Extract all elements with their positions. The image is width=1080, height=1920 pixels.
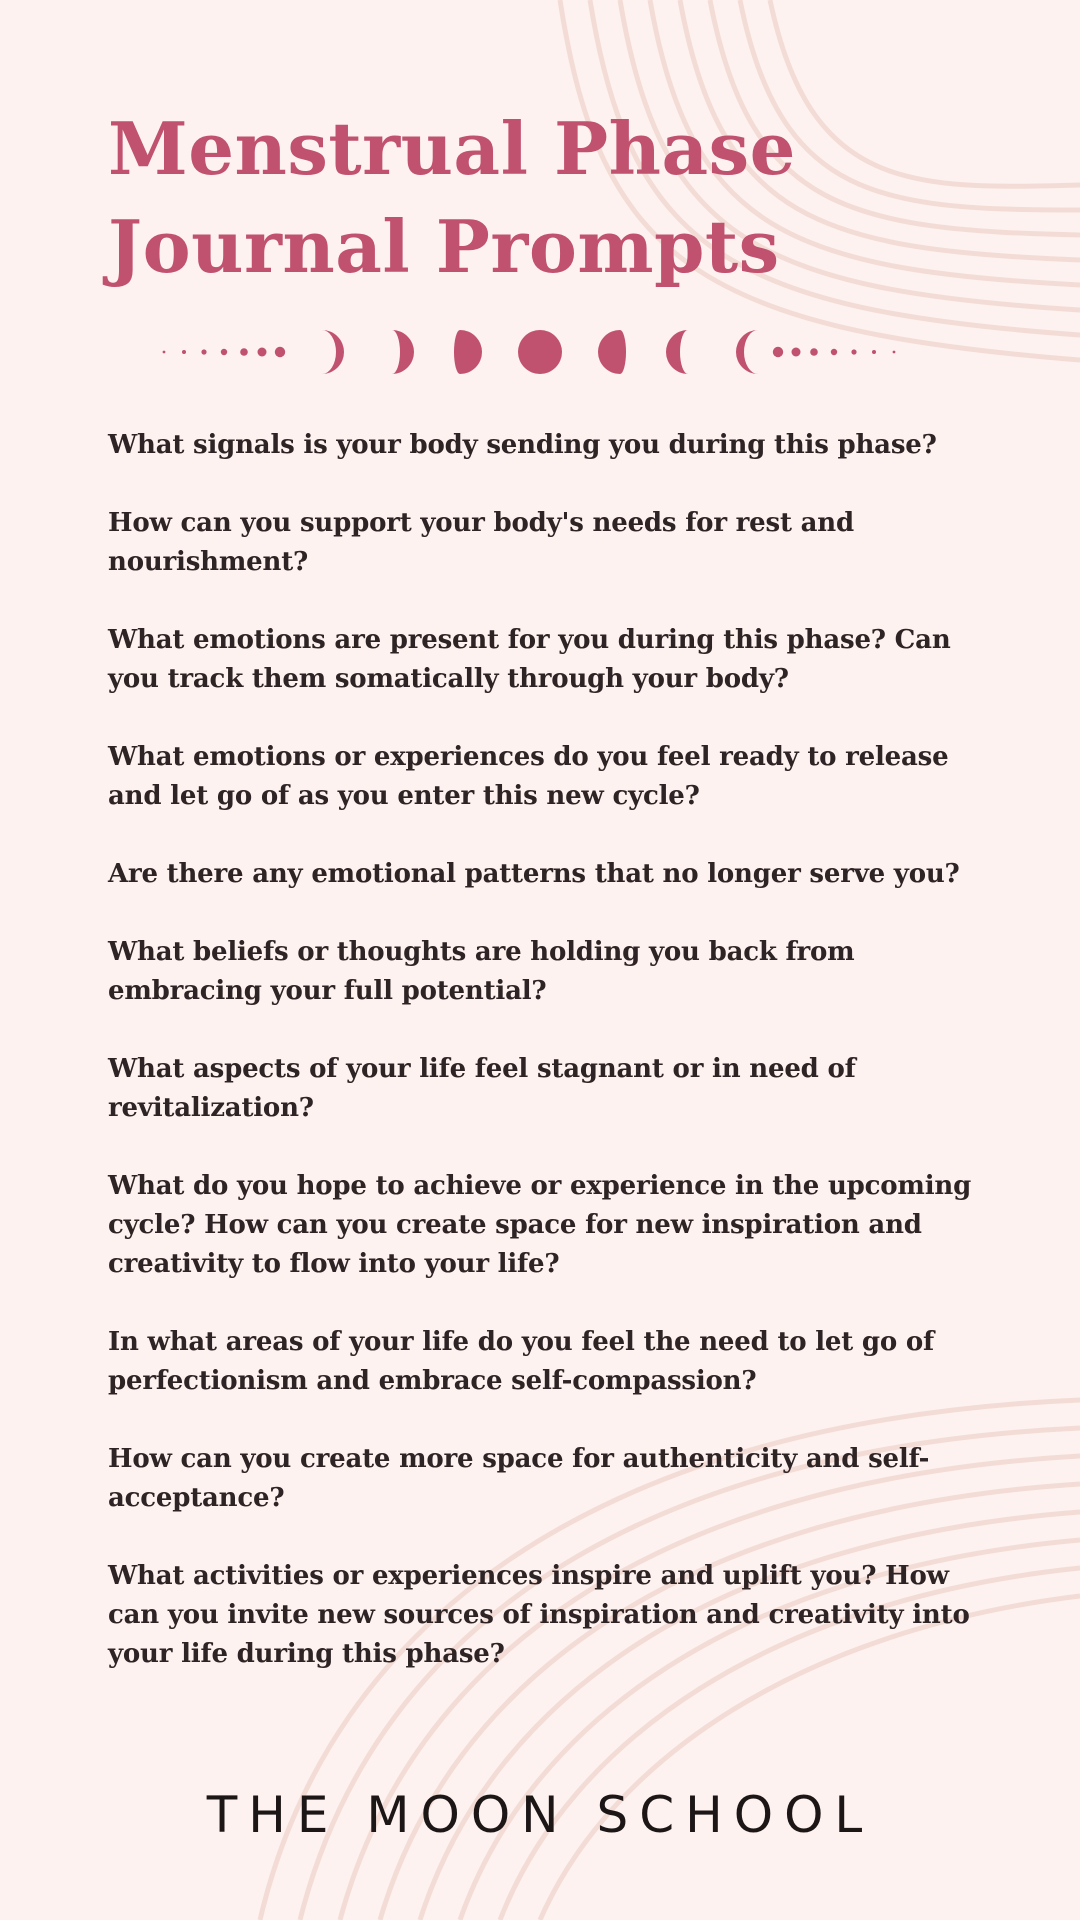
dot-icon	[831, 349, 837, 355]
prompt-item: What do you hope to achieve or experience in the upcoming cycle? How can you create space for new inspiration and creativity to flow into your life?	[108, 1171, 972, 1279]
dot-icon	[851, 349, 856, 354]
prompt-item: What beliefs or thoughts are holding you back from embracing your full potential?	[108, 937, 855, 1006]
dot-icon	[201, 349, 206, 354]
dot-icon	[773, 347, 783, 357]
waning-crescent-moon-icon	[736, 330, 758, 374]
prompt-item: Are there any emotional patterns that no longer serve you?	[108, 859, 960, 889]
title-line-2: Journal Prompts	[108, 204, 780, 289]
dot-icon	[163, 351, 166, 354]
prompt-item: How can you support your body's needs for rest and nourishment?	[108, 508, 854, 577]
full-moon-icon	[518, 330, 562, 374]
dot-icon	[275, 347, 285, 357]
waning-gibbous-moon-icon	[598, 330, 626, 374]
dot-icon	[872, 350, 876, 354]
prompt-item: How can you create more space for authenticity and self-acceptance?	[108, 1444, 930, 1513]
prompt-item: What signals is your body sending you during this phase?	[108, 430, 937, 460]
moon-phases-row	[150, 322, 930, 382]
prompt-item: What aspects of your life feel stagnant or in need of revitalization?	[108, 1054, 856, 1123]
dot-icon	[240, 348, 248, 356]
dot-icon	[182, 350, 186, 354]
title-line-1: Menstrual Phase	[108, 106, 796, 191]
dot-icon	[810, 348, 818, 356]
waxing-gibbous-moon-icon	[454, 330, 482, 374]
dot-icon	[792, 348, 801, 357]
prompt-list	[108, 426, 1008, 1713]
prompt-item: In what areas of your life do you feel the need to let go of perfectionism and embrace self-compassion?	[108, 1327, 935, 1396]
prompt-item: What emotions are present for you during this phase? Can you track them somatically through your body?	[108, 625, 951, 694]
waxing-crescent-moon-icon	[322, 330, 344, 374]
dot-icon	[893, 351, 896, 354]
brand-wordmark: THE MOON SCHOOL	[206, 1786, 874, 1844]
prompt-item: What emotions or experiences do you feel ready to release and let go of as you enter this new cycle?	[108, 742, 949, 811]
page-title	[108, 100, 968, 296]
last-quarter-moon-icon	[666, 330, 688, 374]
first-quarter-moon-icon	[392, 330, 414, 374]
dot-icon	[221, 349, 227, 355]
dot-icon	[258, 348, 267, 357]
prompt-item: What activities or experiences inspire and uplift you? How can you invite new sources of inspiration and creativity into your life during this phase?	[108, 1561, 970, 1669]
